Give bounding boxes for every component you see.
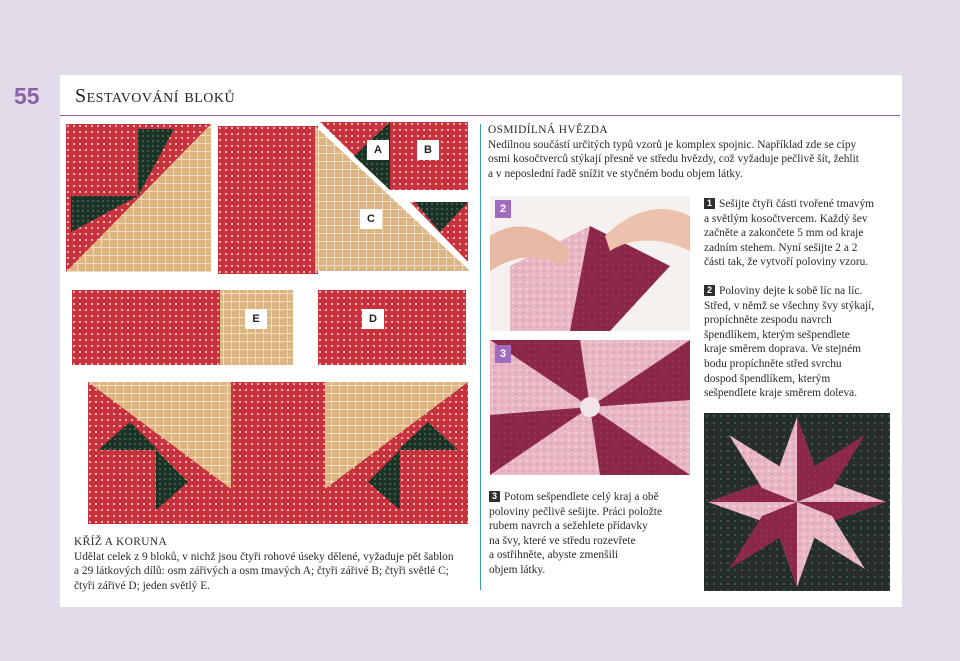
label-d: D — [362, 309, 384, 329]
step-2-line: kraje směrem doprava. Ve stejném — [704, 343, 861, 356]
step-1-line: začněte a zakončete 5 mm od kraje — [704, 227, 864, 240]
step-2-line: dospod špendlíkem, kterým — [704, 372, 831, 385]
page-title: Sestavování bloků — [75, 85, 236, 107]
step-3-line: a ostřihněte, abyste zmenšili — [489, 549, 619, 562]
step-3-line: rubem navrch a sežehlete přídavky — [489, 520, 648, 533]
step-1-number: 1 — [704, 198, 715, 209]
step-2-line: špendlíkem, kterým sešpendlete — [704, 328, 850, 341]
step-2 — [704, 284, 899, 401]
cross-section — [74, 535, 474, 593]
page-number: 55 — [14, 83, 40, 109]
step-2-number: 2 — [704, 285, 715, 296]
corner-unit-top-middle — [218, 126, 318, 274]
step-3-line: 3 Potom sešpendlete celý kraj a obě — [489, 490, 694, 505]
rect-d-right — [318, 290, 466, 365]
label-c: C — [360, 209, 382, 229]
intro-line: Nedílnou součástí určitých typů vzorů je komplex spojnic. Například zde se cípy — [488, 138, 857, 151]
title-rule — [60, 115, 900, 116]
step-3-number: 3 — [489, 491, 500, 502]
step-3-line: poloviny pečlivě sešijte. Práci položte — [489, 505, 663, 518]
photo-badge-2: 2 — [495, 200, 511, 218]
photo-step-3-center — [490, 340, 690, 475]
cross-line: Udělat celek z 9 bloků, v nichž jsou čtyři rohové úseky dělené, vyžaduje pět šablon — [74, 550, 454, 563]
step-3-line: objem látky. — [489, 563, 546, 576]
step-1-line: a světlým kosočtvercem. Každý šev — [704, 212, 868, 225]
step-3 — [489, 490, 694, 578]
step-3-line: na švy, které ve středu rozevřete — [489, 534, 636, 547]
cross-line: a 29 látkových dílů: osm zářivých a osm tmavých A; čtyři zářivé B; čtyři světlé C; — [74, 565, 449, 578]
eight-point-star-block — [704, 413, 890, 591]
step-1 — [704, 197, 899, 270]
step-2-line: propíchněte zespodu navrch — [704, 314, 832, 327]
photo-badge-3: 3 — [495, 345, 511, 363]
triangle-pieces-ab — [320, 122, 468, 267]
column-divider — [480, 124, 481, 590]
step-2-line: bodu propíchněte střed svrchu — [704, 357, 842, 370]
step-2-line: sešpendlete kraje směrem doleva. — [704, 387, 858, 400]
label-b: B — [417, 140, 439, 160]
intro-heading: OSMIDÍLNÁ HVĚZDA — [488, 124, 608, 136]
cross-line: čtyři zářivé D; jeden světlý E. — [74, 579, 211, 592]
step-1-line: 1 Sešijte čtyři části tvořené tmavým — [704, 197, 899, 212]
label-a: A — [367, 140, 389, 160]
intro-line: a v neposlední řadě snížit ve styčném bodu objem látky. — [488, 167, 743, 180]
corner-unit-top-left — [66, 124, 211, 272]
label-e: E — [245, 309, 267, 329]
step-2-line: 2 Poloviny dejte k sobě líc na líc. — [704, 284, 899, 299]
intro-line: osmi kosočtverců stýkají přesně ve středu hvězdy, což vyžaduje pečlivě šít, žehlit — [488, 153, 859, 166]
intro-section — [488, 123, 898, 181]
step-1-line: zadním stehem. Nyní sešijte 2 a 2 — [704, 241, 858, 254]
assembled-bottom-row — [88, 382, 468, 524]
step-1-line: části tak, že vytvoří poloviny vzoru. — [704, 256, 869, 269]
photo-step-2-hands — [490, 196, 690, 331]
rect-d-left — [72, 290, 220, 365]
step-2-line: Střed, v němž se všechny švy stýkají, — [704, 299, 875, 312]
cross-heading: KŘÍŽ A KORUNA — [74, 536, 168, 548]
